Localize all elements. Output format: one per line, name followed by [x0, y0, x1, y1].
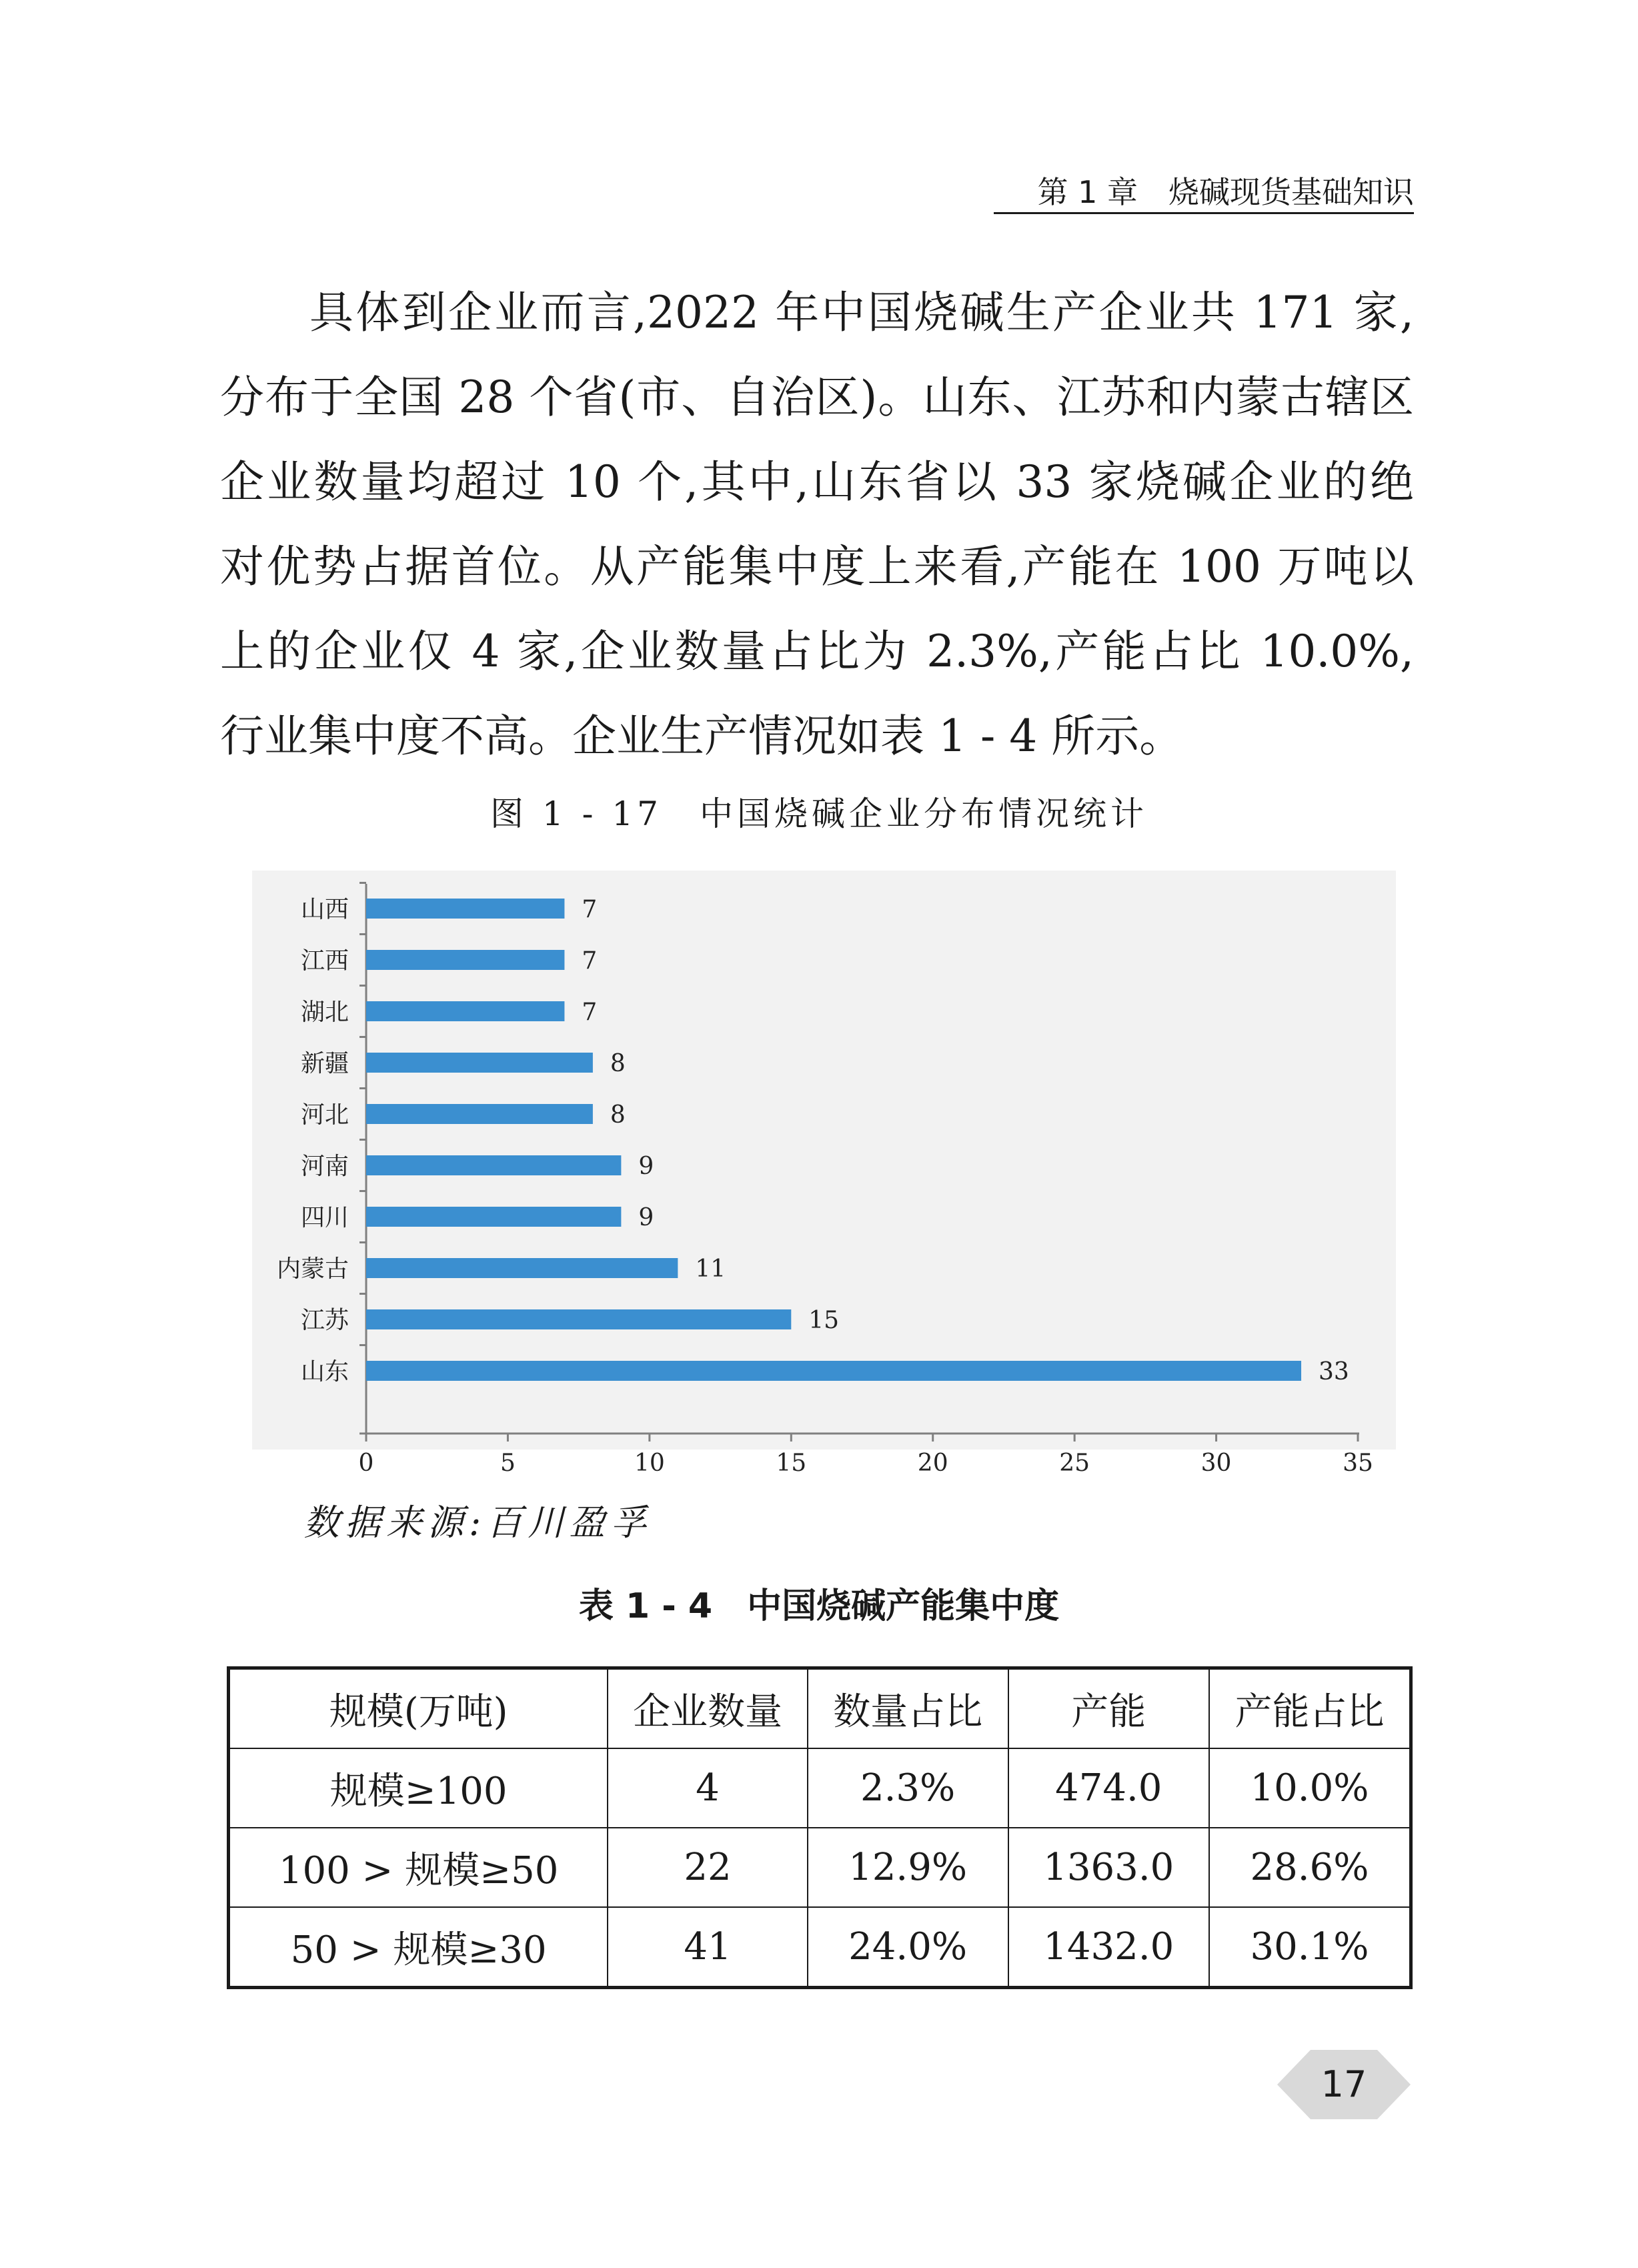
paragraph-line: 具体到企业而言,2022 年中国烧碱生产企业共 171 家,: [309, 287, 1414, 338]
table-row: [229, 1748, 1411, 1828]
bar-chart: [252, 871, 1396, 1477]
table-cell: 474.0: [1008, 1748, 1209, 1828]
x-tick-label: 20: [917, 1450, 948, 1477]
table-cell: 24.0%: [808, 1907, 1008, 1988]
paragraph-line: 企业数量均超过 10 个,其中,山东省以 33 家烧碱企业的绝: [220, 456, 1414, 508]
category-label: 山西: [300, 896, 349, 923]
data-source: 数据来源:百川盈孚: [303, 1502, 652, 1544]
table-cell: 2.3%: [808, 1748, 1008, 1828]
bar: [366, 950, 564, 970]
category-label: 山东: [300, 1358, 349, 1385]
page-number: 17: [1321, 2063, 1367, 2105]
table-cell: 100 > 规模≥50: [229, 1828, 608, 1907]
category-label: 河南: [300, 1153, 349, 1180]
x-tick-label: 0: [358, 1450, 374, 1477]
data-label: 7: [582, 947, 598, 975]
x-tick-label: 25: [1059, 1450, 1090, 1477]
bar: [366, 1155, 621, 1175]
bar: [366, 1258, 678, 1278]
bar: [366, 1207, 621, 1227]
data-label: 11: [695, 1255, 726, 1283]
column-header: 数量占比: [808, 1668, 1008, 1749]
data-label: 33: [1319, 1358, 1349, 1385]
bar: [366, 1001, 564, 1021]
table-cell: 30.1%: [1209, 1907, 1411, 1988]
table-cell: 10.0%: [1209, 1748, 1411, 1828]
data-label: 7: [582, 896, 598, 923]
x-tick-label: 10: [634, 1450, 665, 1477]
table-cell: 28.6%: [1209, 1828, 1411, 1907]
category-label: 江苏: [300, 1307, 349, 1334]
table-cell: 1432.0: [1008, 1907, 1209, 1988]
category-label: 湖北: [300, 999, 349, 1026]
capacity-table: [227, 1666, 1413, 1989]
bar-chart-svg: [252, 871, 1396, 1477]
header-rule: [994, 212, 1414, 214]
category-label: 河北: [300, 1101, 349, 1129]
table-caption: 表 1 - 4 中国烧碱产能集中度: [578, 1586, 1060, 1626]
column-header: 产能: [1008, 1668, 1209, 1749]
data-label: 9: [638, 1204, 654, 1231]
body-paragraph: [220, 270, 1414, 778]
page-number-badge: [1271, 2045, 1417, 2125]
column-header: 规模(万吨): [229, 1668, 608, 1749]
bar: [366, 1053, 593, 1073]
data-label: 7: [582, 999, 598, 1026]
bar: [366, 1104, 593, 1124]
category-label: 新疆: [300, 1050, 349, 1077]
bar: [366, 1361, 1301, 1381]
bar: [366, 1309, 791, 1329]
paragraph-line: 分布于全国 28 个省(市、自治区)。山东、江苏和内蒙古辖区: [220, 372, 1414, 423]
table-row: [229, 1907, 1411, 1988]
paragraph-line: 上的企业仅 4 家,企业数量占比为 2.3%,产能占比 10.0%,: [220, 626, 1414, 677]
figure-caption: 图 1 - 17 中国烧碱企业分布情况统计: [490, 794, 1148, 833]
table-row: [229, 1828, 1411, 1907]
chapter-title: 第 1 章 烧碱现货基础知识: [1037, 174, 1414, 210]
x-tick-label: 30: [1200, 1450, 1232, 1477]
x-tick-label: 5: [500, 1450, 516, 1477]
table-header-row: [229, 1668, 1411, 1749]
data-label: 8: [610, 1050, 626, 1077]
table-cell: 规模≥100: [229, 1748, 608, 1828]
table-cell: 50 > 规模≥30: [229, 1907, 608, 1988]
column-header: 产能占比: [1209, 1668, 1411, 1749]
table-cell: 4: [608, 1748, 807, 1828]
bar: [366, 899, 564, 919]
table-cell: 41: [608, 1907, 807, 1988]
data-label: 8: [610, 1101, 626, 1129]
column-header: 企业数量: [608, 1668, 807, 1749]
table-cell: 1363.0: [1008, 1828, 1209, 1907]
category-label: 江西: [300, 947, 349, 975]
table-cell: 22: [608, 1828, 807, 1907]
x-tick-label: 15: [776, 1450, 807, 1477]
x-tick-label: 35: [1343, 1450, 1373, 1477]
data-label: 9: [638, 1153, 654, 1180]
category-label: 内蒙古: [276, 1255, 349, 1283]
table-cell: 12.9%: [808, 1828, 1008, 1907]
data-label: 15: [808, 1307, 840, 1334]
category-label: 四川: [300, 1204, 349, 1231]
paragraph-line: 行业集中度不高。企业生产情况如表 1 - 4 所示。: [220, 710, 1184, 762]
paragraph-line: 对优势占据首位。从产能集中度上来看,产能在 100 万吨以: [220, 541, 1414, 592]
